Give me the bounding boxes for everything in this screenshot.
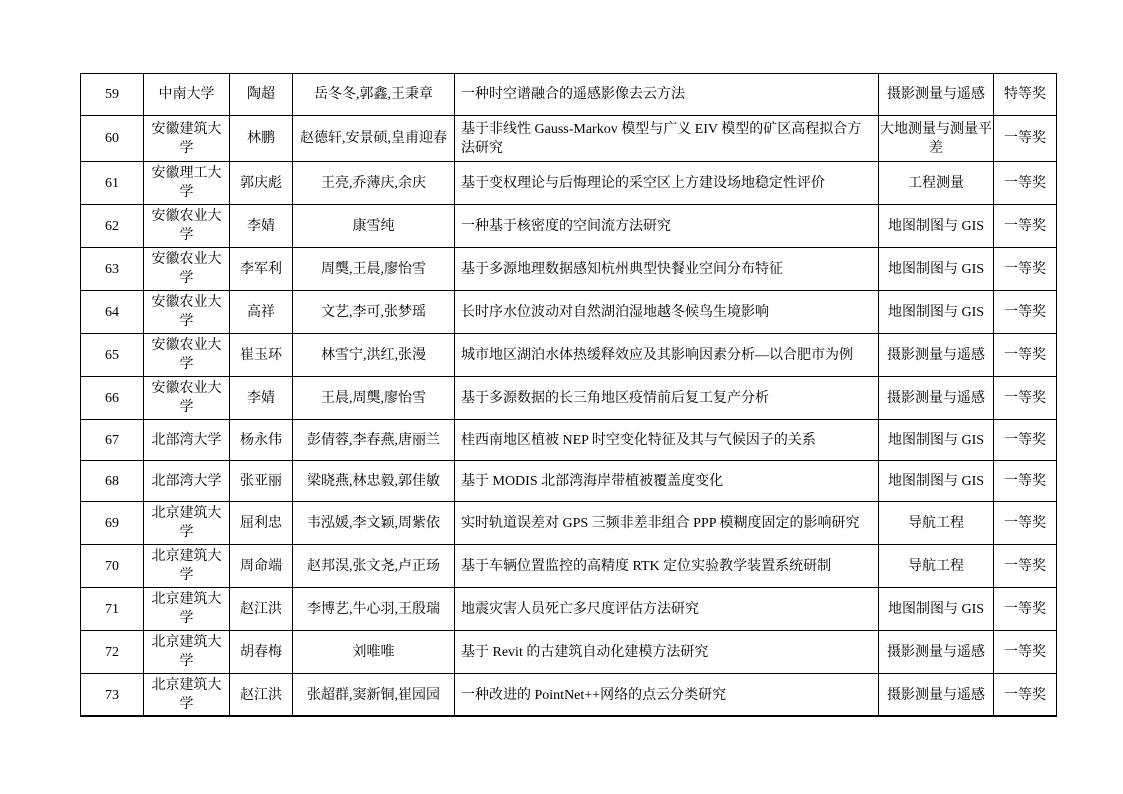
cell-title: 城市地区湖泊水体热缓释效应及其影响因素分析—以合肥市为例 [455, 334, 879, 377]
cell-award: 一等奖 [994, 205, 1057, 248]
cell-category: 地图制图与 GIS [879, 205, 994, 248]
cell-university: 安徽建筑大学 [144, 116, 230, 162]
table-row [81, 420, 1057, 461]
cell-members: 李博艺,牛心羽,王殷瑞 [293, 588, 455, 631]
cell-title: 实时轨道误差对 GPS 三频非差非组合 PPP 模糊度固定的影响研究 [455, 502, 879, 545]
cell-no: 66 [81, 377, 144, 420]
cell-members: 岳冬冬,郭鑫,王秉章 [293, 74, 455, 116]
cell-award: 一等奖 [994, 377, 1057, 420]
award-table-body [81, 74, 1057, 717]
cell-university: 北京建筑大学 [144, 502, 230, 545]
cell-title: 基于多源地理数据感知杭州典型快餐业空间分布特征 [455, 248, 879, 291]
cell-award: 一等奖 [994, 545, 1057, 588]
cell-award: 特等奖 [994, 74, 1057, 116]
cell-category: 大地测量与测量平差 [879, 116, 994, 162]
cell-leader: 林鹏 [230, 116, 293, 162]
cell-award: 一等奖 [994, 461, 1057, 502]
cell-award: 一等奖 [994, 334, 1057, 377]
table-row [81, 74, 1057, 116]
cell-title: 基于车辆位置监控的高精度 RTK 定位实验教学装置系统研制 [455, 545, 879, 588]
cell-members: 文艺,李可,张梦瑶 [293, 291, 455, 334]
cell-title: 一种时空谱融合的遥感影像去云方法 [455, 74, 879, 116]
cell-members: 赵邦淏,张文尧,卢正玚 [293, 545, 455, 588]
cell-title: 桂西南地区植被 NEP 时空变化特征及其与气候因子的关系 [455, 420, 879, 461]
cell-leader: 赵江洪 [230, 588, 293, 631]
cell-leader: 杨永伟 [230, 420, 293, 461]
cell-members: 刘唯唯 [293, 631, 455, 674]
cell-leader: 李婧 [230, 205, 293, 248]
table-row [81, 248, 1057, 291]
award-list-table [80, 73, 1057, 717]
cell-leader: 崔玉环 [230, 334, 293, 377]
cell-award: 一等奖 [994, 248, 1057, 291]
cell-title: 基于 Revit 的古建筑自动化建模方法研究 [455, 631, 879, 674]
table-row [81, 334, 1057, 377]
cell-title: 一种改进的 PointNet++网络的点云分类研究 [455, 674, 879, 717]
cell-members: 王晨,周龑,廖怡雪 [293, 377, 455, 420]
cell-university: 北京建筑大学 [144, 674, 230, 717]
cell-members: 彭倩蓉,李春燕,唐丽兰 [293, 420, 455, 461]
cell-leader: 周命端 [230, 545, 293, 588]
cell-leader: 张亚丽 [230, 461, 293, 502]
cell-title: 基于变权理论与后悔理论的采空区上方建设场地稳定性评价 [455, 162, 879, 205]
cell-university: 安徽农业大学 [144, 248, 230, 291]
cell-award: 一等奖 [994, 502, 1057, 545]
cell-members: 张超群,窦新铜,崔园园 [293, 674, 455, 717]
cell-category: 地图制图与 GIS [879, 291, 994, 334]
cell-no: 69 [81, 502, 144, 545]
table-row [81, 116, 1057, 162]
cell-university: 安徽农业大学 [144, 377, 230, 420]
cell-members: 韦泓媛,李文颖,周紫依 [293, 502, 455, 545]
cell-university: 安徽理工大学 [144, 162, 230, 205]
cell-university: 中南大学 [144, 74, 230, 116]
table-row [81, 588, 1057, 631]
cell-award: 一等奖 [994, 588, 1057, 631]
cell-university: 安徽农业大学 [144, 205, 230, 248]
cell-category: 工程测量 [879, 162, 994, 205]
cell-category: 地图制图与 GIS [879, 420, 994, 461]
cell-category: 地图制图与 GIS [879, 588, 994, 631]
cell-title: 一种基于核密度的空间流方法研究 [455, 205, 879, 248]
cell-no: 70 [81, 545, 144, 588]
table-row [81, 461, 1057, 502]
cell-no: 65 [81, 334, 144, 377]
cell-university: 北部湾大学 [144, 420, 230, 461]
cell-title: 基于 MODIS 北部湾海岸带植被覆盖度变化 [455, 461, 879, 502]
cell-leader: 屈利忠 [230, 502, 293, 545]
cell-title: 基于多源数据的长三角地区疫情前后复工复产分析 [455, 377, 879, 420]
cell-title: 地震灾害人员死亡多尺度评估方法研究 [455, 588, 879, 631]
cell-members: 王亮,乔薄庆,余庆 [293, 162, 455, 205]
table-row [81, 545, 1057, 588]
cell-no: 60 [81, 116, 144, 162]
table-row [81, 162, 1057, 205]
cell-university: 北京建筑大学 [144, 588, 230, 631]
table-row [81, 674, 1057, 717]
cell-award: 一等奖 [994, 162, 1057, 205]
cell-category: 摄影测量与遥感 [879, 74, 994, 116]
cell-category: 地图制图与 GIS [879, 248, 994, 291]
cell-category: 导航工程 [879, 545, 994, 588]
cell-leader: 李军利 [230, 248, 293, 291]
cell-no: 59 [81, 74, 144, 116]
cell-no: 71 [81, 588, 144, 631]
cell-award: 一等奖 [994, 674, 1057, 717]
cell-no: 68 [81, 461, 144, 502]
cell-category: 摄影测量与遥感 [879, 334, 994, 377]
table-row [81, 291, 1057, 334]
cell-leader: 陶超 [230, 74, 293, 116]
table-row [81, 205, 1057, 248]
cell-category: 摄影测量与遥感 [879, 674, 994, 717]
cell-award: 一等奖 [994, 116, 1057, 162]
cell-no: 63 [81, 248, 144, 291]
cell-category: 地图制图与 GIS [879, 461, 994, 502]
cell-university: 北京建筑大学 [144, 631, 230, 674]
cell-leader: 郭庆彪 [230, 162, 293, 205]
table-row [81, 631, 1057, 674]
next-row-top-border [80, 715, 1056, 716]
cell-university: 北部湾大学 [144, 461, 230, 502]
table-row [81, 502, 1057, 545]
cell-no: 61 [81, 162, 144, 205]
cell-leader: 高祥 [230, 291, 293, 334]
cell-category: 摄影测量与遥感 [879, 377, 994, 420]
cell-award: 一等奖 [994, 291, 1057, 334]
cell-category: 摄影测量与遥感 [879, 631, 994, 674]
cell-members: 林雪宁,洪红,张漫 [293, 334, 455, 377]
cell-no: 73 [81, 674, 144, 717]
cell-title: 基于非线性 Gauss-Markov 模型与广义 EIV 模型的矿区高程拟合方法研究 [455, 116, 879, 162]
cell-members: 赵德轩,安景硕,皇甫迎春 [293, 116, 455, 162]
cell-leader: 胡春梅 [230, 631, 293, 674]
table-row [81, 377, 1057, 420]
cell-members: 梁晓燕,林忠毅,郭佳敏 [293, 461, 455, 502]
cell-no: 62 [81, 205, 144, 248]
cell-no: 72 [81, 631, 144, 674]
cell-university: 北京建筑大学 [144, 545, 230, 588]
cell-award: 一等奖 [994, 420, 1057, 461]
cell-university: 安徽农业大学 [144, 291, 230, 334]
cell-university: 安徽农业大学 [144, 334, 230, 377]
cell-leader: 李婧 [230, 377, 293, 420]
cell-no: 67 [81, 420, 144, 461]
cell-award: 一等奖 [994, 631, 1057, 674]
cell-members: 康雪纯 [293, 205, 455, 248]
cell-no: 64 [81, 291, 144, 334]
cell-members: 周龑,王晨,廖怡雪 [293, 248, 455, 291]
cell-title: 长时序水位波动对自然湖泊湿地越冬候鸟生境影响 [455, 291, 879, 334]
cell-leader: 赵江洪 [230, 674, 293, 717]
cell-category: 导航工程 [879, 502, 994, 545]
